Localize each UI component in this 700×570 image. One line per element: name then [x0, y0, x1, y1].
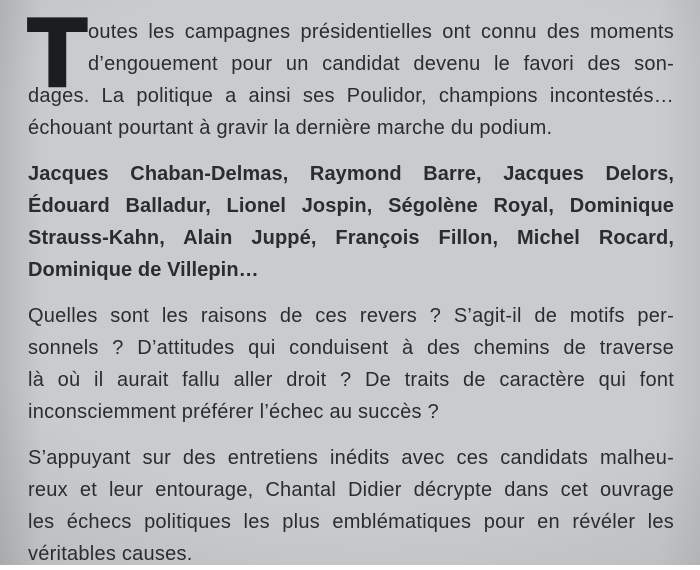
- text-line: sonnels ? D’attitudes qui conduisent à des chemins de traverse: [28, 337, 674, 359]
- text-line: S’appuyant sur des entretiens inédits avec ces candidats malheu-: [28, 447, 674, 469]
- text-line: d’engouement pour un candidat devenu le favori des son-: [88, 53, 674, 75]
- text-line: inconsciemment préférer l’échec au succès ?: [28, 401, 439, 423]
- text-line: échouant pourtant à gravir la dernière marche du podium.: [28, 117, 553, 139]
- text-line: les échecs politiques les plus emblématiques pour en révéler les: [28, 511, 674, 533]
- text-line: Strauss-Kahn, Alain Juppé, François Fillon, Michel Rocard,: [28, 227, 674, 249]
- drop-cap-letter: T: [28, 0, 87, 106]
- text-line: Jacques Chaban-Delmas, Raymond Barre, Jacques Delors,: [28, 163, 674, 185]
- text-line: Dominique de Villepin…: [28, 259, 259, 281]
- text-line: véritables causes.: [28, 543, 193, 565]
- text-line: outes les campagnes présidentielles ont connu des moments: [88, 21, 674, 43]
- text-line: reux et leur entourage, Chantal Didier décrypte dans cet ouvrage: [28, 479, 674, 501]
- text-line: Quelles sont les raisons de ces revers ? S’agit-il de motifs per-: [28, 305, 674, 327]
- drop-cap: [28, 0, 87, 106]
- paragraph-names: [28, 158, 674, 286]
- paragraph-author: [28, 442, 674, 570]
- paragraph-intro: [28, 0, 674, 144]
- text-line: dages. La politique a ainsi ses Poulidor, champions incontestés…: [28, 85, 674, 107]
- text-line: là où il aurait fallu aller droit ? De traits de caractère qui font: [28, 369, 674, 391]
- paragraph-questions: [28, 300, 674, 428]
- text-line: Édouard Balladur, Lionel Jospin, Ségolène Royal, Dominique: [28, 195, 674, 217]
